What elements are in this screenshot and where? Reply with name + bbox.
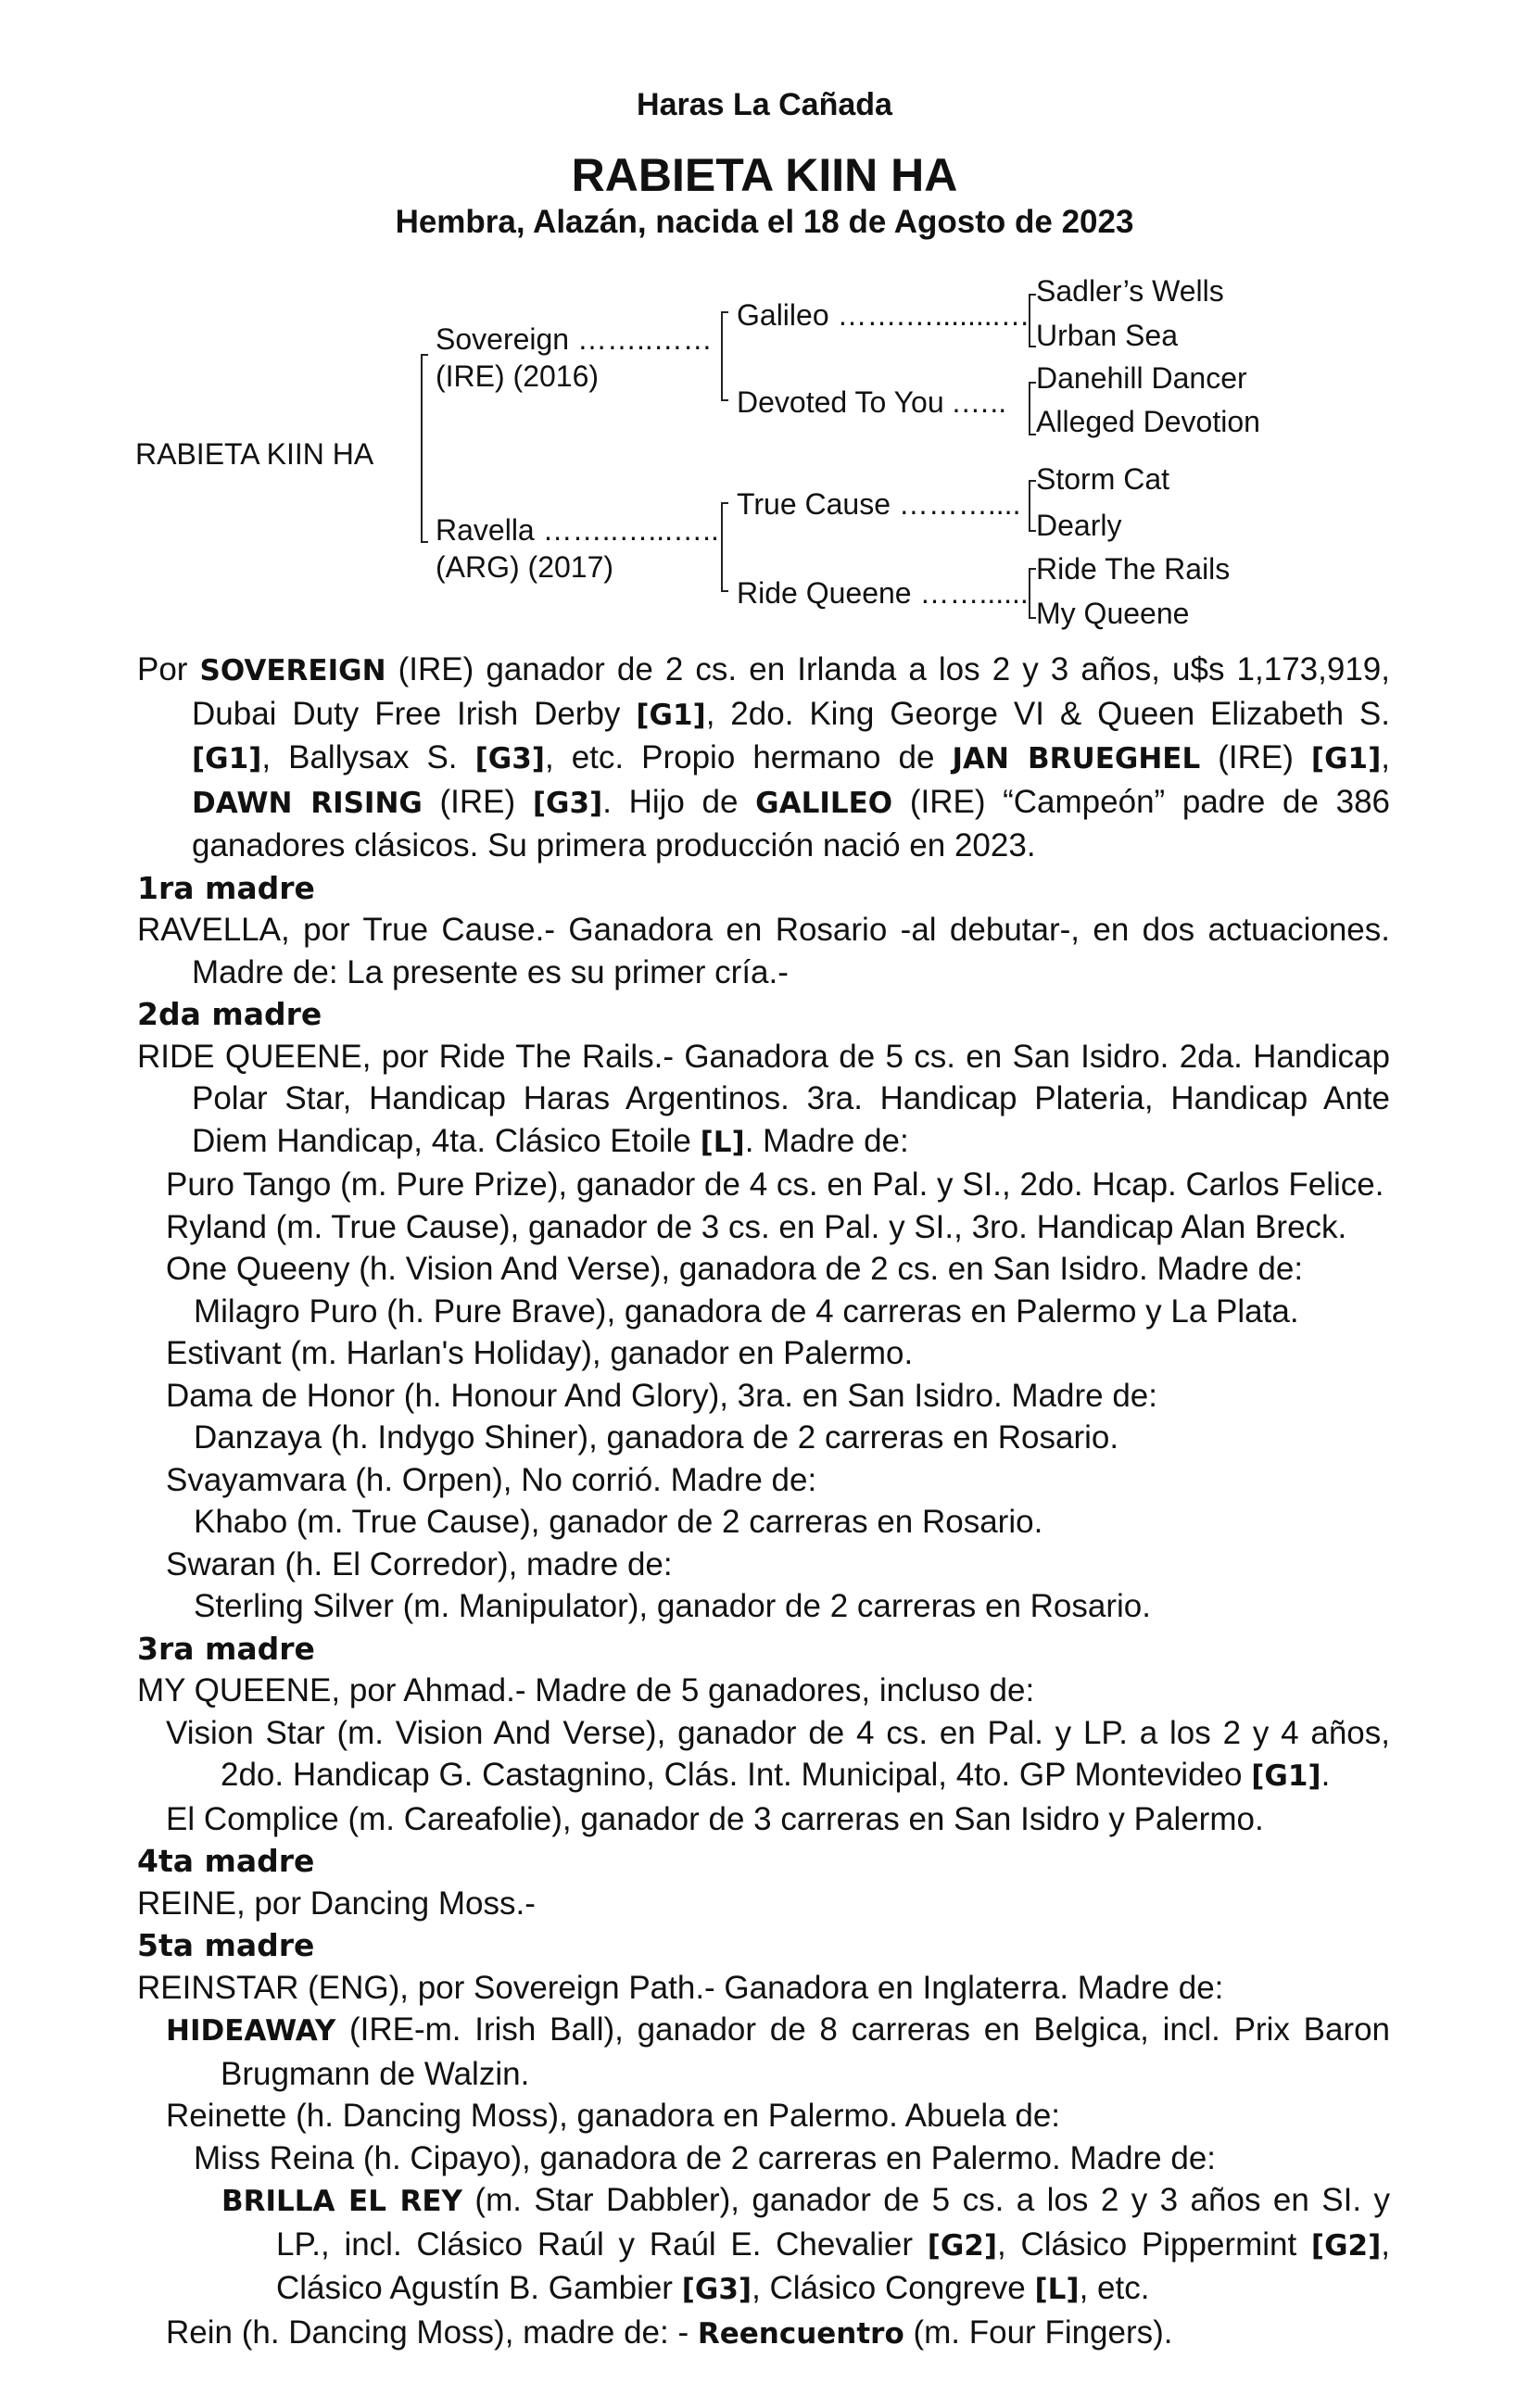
bracket-ggp-2 — [1030, 383, 1036, 435]
bold-run: [G3] — [474, 742, 545, 775]
produce-entry: Estivant (m. Harlan's Holiday), ganador en Palermo. — [166, 1335, 914, 1371]
pedigree-ggp-4: Alleged Devotion — [1036, 405, 1260, 438]
produce-entry: El Complice (m. Careafolie), ganador de 3 carreras en San Isidro y Palermo. — [166, 1800, 1264, 1837]
produce-entry: Milagro Puro (h. Pure Brave), ganadora de 4 carreras en Palermo y La Plata. — [194, 1292, 1299, 1330]
pedigree-ggp-7: Ride The Rails — [1036, 552, 1231, 586]
produce-entry: Miss Reina (h. Cipayo), ganadora de 2 carreras en Palermo. Madre de: — [194, 2139, 1217, 2176]
horse-description: Hembra, Alazán, nacida el 18 de Agosto de 2023 — [395, 204, 1134, 240]
produce-entry: BRILLA EL REY (m. Star Dabbler), ganador de 5 cs. a los 2 y 3 años en SI. y LP., incl. Clásico Raúl y Raúl E. Chevalier [G2], Clásico Pippermint [G2], Clásico Agustín B. Gambier [G3], Clásico Congreve [L], etc. — [221, 2182, 1390, 2306]
catalog-text — [137, 649, 1390, 2355]
pedigree-ggp-5: Storm Cat — [1036, 462, 1170, 496]
produce-entry: Vision Star (m. Vision And Verse), ganador de 4 cs. en Pal. y LP. a los 2 y 4 años, 2do. Handicap G. Castagnino, Clás. Int. Municipal, 4to. GP Montevideo [G1]. — [166, 1714, 1390, 1793]
bold-run: [G1] — [1310, 742, 1382, 775]
farm-name: Haras La Cañada — [637, 87, 892, 122]
pedigree-ggp-8: My Queene — [1036, 597, 1190, 630]
pedigree-ggp-3: Danehill Dancer — [1036, 361, 1247, 395]
dam-entry: RIDE QUEENE, por Ride The Rails.- Ganadora de 5 cs. en San Isidro. 2da. Handicap Polar Star, Handicap Haras Argentinos. 3ra. Handicap Plateria, Handicap Ante Diem Handicap, 4ta. Clásico Etoile [L]. Madre de: — [137, 1038, 1390, 1159]
pedigree-ggp-2: Urban Sea — [1036, 319, 1178, 352]
bold-run: [G2] — [1310, 2228, 1382, 2263]
section-title: 1ra madre — [137, 869, 315, 906]
bold-run: [L] — [700, 1125, 745, 1159]
produce-entry: Dama de Honor (h. Honour And Glory), 3ra. en San Isidro. Madre de: — [166, 1377, 1157, 1414]
bold-run: [G1] — [636, 698, 706, 732]
produce-entry: Puro Tango (m. Pure Prize), ganador de 4 cs. en Pal. y SI., 2do. Hcap. Carlos Felice. — [166, 1166, 1384, 1203]
bold-run: DAWN RISING — [192, 786, 423, 820]
pedigree-dam-dam: Ride Queene ……...... — [737, 576, 1029, 610]
pedigree-sire-detail: (IRE) (2016) — [436, 359, 600, 393]
horse-name-title: RABIETA KIIN HA — [571, 149, 958, 201]
pedigree-subject: RABIETA KIIN HA — [135, 437, 374, 471]
dam-entry: REINSTAR (ENG), por Sovereign Path.- Ganadora en Inglaterra. Madre de: — [137, 1969, 1224, 2006]
bold-run: [G1] — [1251, 1759, 1321, 1793]
bracket-sire-parents — [722, 312, 728, 400]
bold-run: [G3] — [532, 786, 603, 820]
pedigree-ggp-6: Dearly — [1036, 509, 1122, 542]
bracket-ggp-3 — [1030, 481, 1036, 531]
bold-run: SOVEREIGN — [199, 654, 386, 687]
bold-run: HIDEAWAY — [166, 2014, 336, 2048]
produce-entry: Svayamvara (h. Orpen), No corrió. Madre de: — [166, 1461, 817, 1498]
pedigree-sire-sire: Galileo …….…........… — [737, 298, 1030, 332]
dam-entry: MY QUEENE, por Ahmad.- Madre de 5 ganadores, incluso de: — [137, 1672, 1035, 1708]
sire-paragraph: Por SOVEREIGN (IRE) ganador de 2 cs. en Irlanda a los 2 y 3 años, u$s 1,173,919, Dubai Duty Free Irish Derby [G1], 2do. King George VI & Queen Elizabeth S. [G1], Ballysax S. [G3], etc. Propio hermano de JAN BRUEGHEL (IRE) [G1], DAWN RISING (IRE) [G3]. Hijo de GALILEO (IRE) “Campeón” padre de 386 ganadores clásicos. Su primera producción nació en 2023. — [137, 651, 1391, 864]
pedigree-ggp-1: Sadler’s Wells — [1036, 274, 1224, 308]
produce-entry: HIDEAWAY (IRE-m. Irish Ball), ganador de 8 carreras en Belgica, incl. Prix Baron Brugmann de Walzin. — [166, 2011, 1390, 2092]
dam-line-sections — [137, 867, 1390, 2356]
bold-run: Reencuentro — [697, 2316, 904, 2351]
section-title: 2da madre — [137, 996, 322, 1032]
section-title: 4ta madre — [137, 1843, 315, 1879]
produce-entry: One Queeny (h. Vision And Verse), ganadora de 2 cs. en San Isidro. Madre de: — [166, 1251, 1304, 1287]
produce-entry: Reinette (h. Dancing Moss), ganadora en Palermo. Abuela de: — [166, 2098, 1061, 2134]
produce-entry: Danzaya (h. Indygo Shiner), ganadora de 2 carreras en Rosario. — [194, 1419, 1119, 1456]
produce-entry: Rein (h. Dancing Moss), madre de: - Reencuentro (m. Four Fingers). — [166, 2313, 1173, 2351]
dam-entry: REINE, por Dancing Moss.- — [137, 1885, 536, 1922]
section-title: 3ra madre — [137, 1630, 315, 1667]
bold-run: BRILLA EL REY — [221, 2185, 462, 2218]
bold-run: JAN BRUEGHEL — [952, 742, 1201, 775]
produce-entry: Khabo (m. True Cause), ganador de 2 carreras en Rosario. — [194, 1504, 1043, 1540]
pedigree-dam-sire: True Cause ……….... — [737, 487, 1021, 521]
produce-entry: Sterling Silver (m. Manipulator), ganador de 2 carreras en Rosario. — [194, 1588, 1151, 1624]
produce-entry: Ryland (m. True Cause), ganador de 3 cs. en Pal. y SI., 3ro. Handicap Alan Breck. — [166, 1208, 1347, 1245]
bold-run: [G2] — [927, 2228, 998, 2263]
bracket-dam-parents — [722, 503, 728, 591]
pedigree-sire: Sovereign ……..…… — [436, 322, 713, 356]
bracket-parents — [422, 355, 428, 542]
pedigree-dam-detail: (ARG) (2017) — [436, 550, 614, 584]
pedigree-dam: Ravella ……..…...….. — [436, 513, 719, 547]
bold-run: [G1] — [192, 742, 262, 775]
section-title: 5ta madre — [137, 1927, 315, 1963]
bold-run: [G3] — [681, 2273, 752, 2306]
pedigree-sire-dam: Devoted To You .….. — [737, 385, 1007, 419]
bracket-ggp-1 — [1030, 295, 1036, 347]
bracket-ggp-4 — [1030, 569, 1036, 618]
bold-run: GALILEO — [755, 786, 893, 820]
produce-entry: Swaran (h. El Corredor), madre de: — [166, 1545, 673, 1582]
dam-entry: RAVELLA, por True Cause.- Ganadora en Rosario -al debutar-, en dos actuaciones. Madre de: La presente es su primer cría.- — [137, 912, 1390, 990]
bold-run: [L] — [1034, 2273, 1080, 2306]
